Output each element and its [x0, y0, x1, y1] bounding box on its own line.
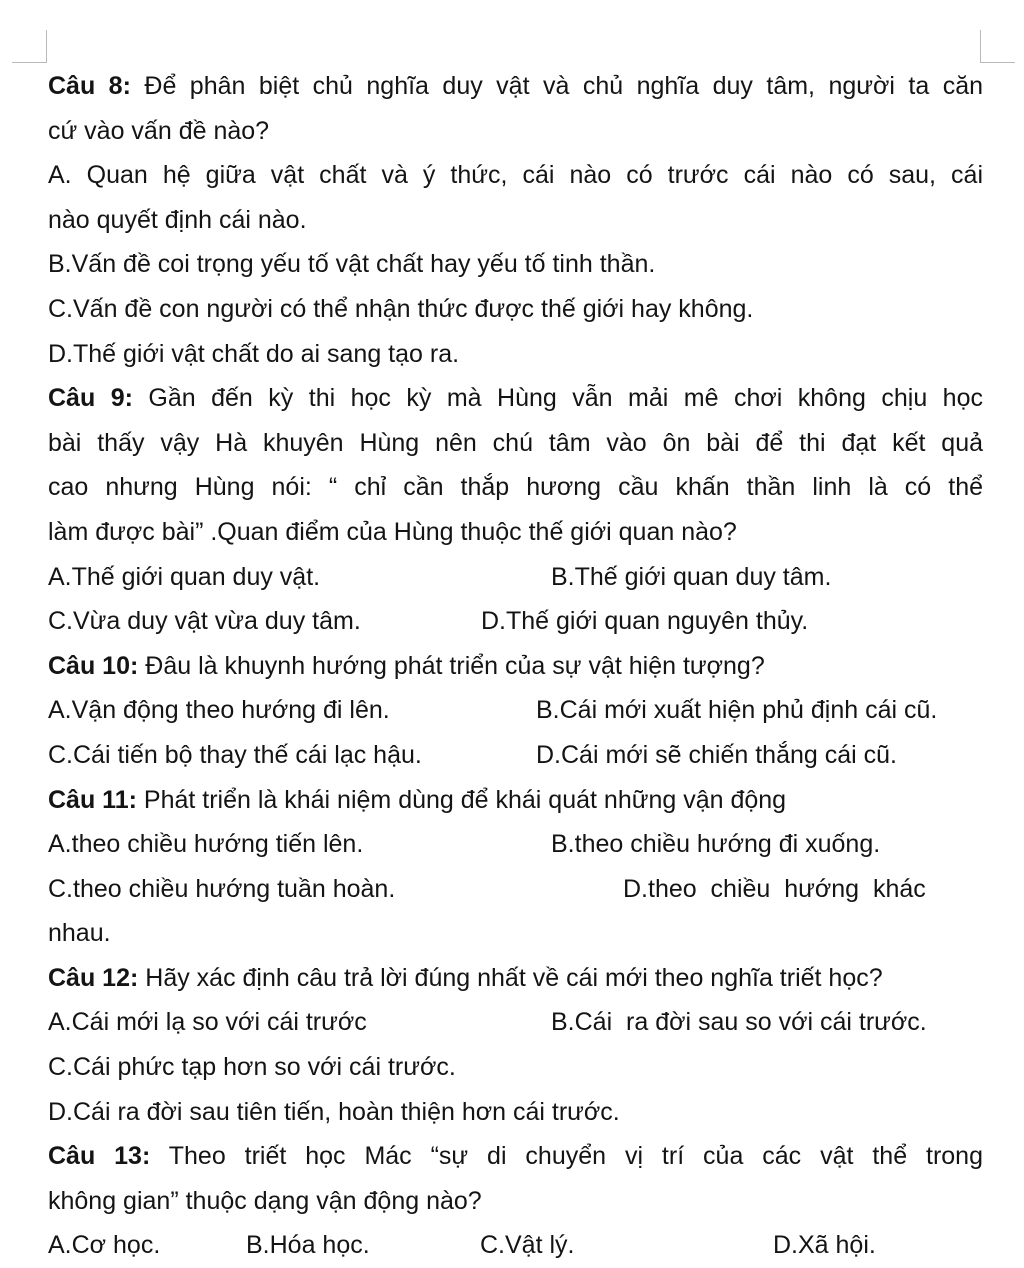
question-10-options-row-2 — [48, 733, 983, 778]
question-9-option-b: B.Thế giới quan duy tâm. — [551, 562, 832, 591]
question-10-options-row-1 — [48, 688, 983, 733]
question-12-option-d: D.Cái ra đời sau tiên tiến, hoàn thiện hơn cái trước. — [48, 1097, 620, 1126]
question-10-option-a: A.Vận động theo hướng đi lên. — [48, 696, 390, 725]
question-9-options-row-1 — [48, 555, 983, 600]
question-11-option-d-cont: nhau. — [48, 919, 111, 948]
question-9-options-row-2 — [48, 599, 983, 644]
question-11-option-c: C.theo chiều hướng tuần hoàn. — [48, 874, 396, 903]
question-12-option-b: B.Cái ra đời sau so với cái trước. — [551, 1008, 927, 1037]
question-8-option-a-cont: nào quyết định cái nào. — [48, 205, 307, 234]
question-11-options-row-2 — [48, 867, 983, 912]
question-11-option-b: B.theo chiều hướng đi xuống. — [551, 830, 881, 859]
question-12-text: Hãy xác định câu trả lời đúng nhất về cái mới theo nghĩa triết học? — [145, 963, 883, 992]
crop-mark-right-vertical — [980, 30, 981, 62]
question-8-text: Để phân biệt chủ nghĩa duy vật và chủ nghĩa duy tâm, người ta căn — [144, 72, 984, 100]
question-9-option-d: D.Thế giới quan nguyên thủy. — [481, 607, 809, 636]
question-9-option-a: A.Thế giới quan duy vật. — [48, 562, 321, 591]
question-9-text: Gần đến kỳ thi học kỳ mà Hùng vẫn mải mê chơi không chịu học — [148, 384, 983, 413]
question-10-option-d: D.Cái mới sẽ chiến thắng cái cũ. — [536, 740, 897, 769]
question-8-option-b: B.Vấn đề coi trọng yếu tố vật chất hay yếu tố tinh thần. — [48, 250, 656, 279]
question-8-option-a: A. Quan hệ giữa vật chất và ý thức, cái nào có trước cái nào có sau, cái — [48, 161, 983, 190]
question-9-line-4: làm được bài” .Quan điểm của Hùng thuộc thế giới quan nào? — [48, 517, 737, 546]
question-11-options-row-1 — [48, 822, 983, 867]
question-12-option-c: C.Cái phức tạp hơn so với cái trước. — [48, 1053, 456, 1082]
question-9-label: Câu 9: — [48, 384, 133, 413]
question-10-option-c: C.Cái tiến bộ thay thế cái lạc hậu. — [48, 740, 422, 769]
cut-off-next-line — [48, 1246, 983, 1260]
question-13-option-a: A.Cơ học. — [48, 1231, 161, 1260]
document-page — [48, 64, 983, 1268]
question-10-option-b: B.Cái mới xuất hiện phủ định cái cũ. — [536, 696, 938, 725]
question-13-label: Câu 13: — [48, 1142, 151, 1171]
question-10-text: Đâu là khuynh hướng phát triển của sự vật hiện tượng? — [145, 651, 765, 680]
question-12-option-a: A.Cái mới lạ so với cái trước — [48, 1008, 367, 1037]
question-9-option-c: C.Vừa duy vật vừa duy tâm. — [48, 607, 361, 636]
question-11-text: Phát triển là khái niệm dùng để khái quát những vận động — [143, 785, 787, 814]
question-8-line-2: cứ vào vấn đề nào? — [48, 116, 270, 145]
question-13-text: Theo triết học Mác “sự di chuyển vị trí của các vật thể trong — [168, 1142, 983, 1171]
crop-mark-right-horizontal — [980, 62, 1015, 63]
question-11-label: Câu 11: — [48, 785, 137, 814]
question-13-option-c: C.Vật lý. — [480, 1231, 575, 1260]
question-11-line — [48, 778, 983, 823]
question-10-line — [48, 644, 983, 689]
question-13-option-d: D.Xã hội. — [773, 1231, 876, 1260]
question-13-line-1 — [48, 1134, 983, 1179]
question-8-line-1 — [48, 64, 983, 109]
question-11-option-a: A.theo chiều hướng tiến lên. — [48, 830, 364, 859]
crop-mark-left-horizontal — [12, 62, 47, 63]
question-9-line-3: cao nhưng Hùng nói: “ chỉ cần thắp hương cầu khấn thần linh là có thể — [48, 473, 983, 502]
question-13-option-b: B.Hóa học. — [246, 1231, 370, 1260]
question-13-line-2: không gian” thuộc dạng vận động nào? — [48, 1186, 482, 1215]
question-12-options-row-1 — [48, 1000, 983, 1045]
question-9-line-2: bài thấy vậy Hà khuyên Hùng nên chú tâm vào ôn bài để thi đạt kết quả — [48, 428, 983, 457]
question-9-line-1 — [48, 376, 983, 421]
question-12-label: Câu 12: — [48, 963, 139, 992]
crop-mark-left-vertical — [46, 30, 47, 62]
question-12-line — [48, 956, 983, 1001]
question-8-label: Câu 8: — [48, 72, 131, 100]
question-8-option-d: D.Thế giới vật chất do ai sang tạo ra. — [48, 339, 460, 368]
question-10-label: Câu 10: — [48, 651, 139, 680]
question-8-option-c: C.Vấn đề con người có thể nhận thức được thế giới hay không. — [48, 294, 754, 323]
question-11-option-d: D.theo chiều hướng khác — [623, 874, 926, 903]
